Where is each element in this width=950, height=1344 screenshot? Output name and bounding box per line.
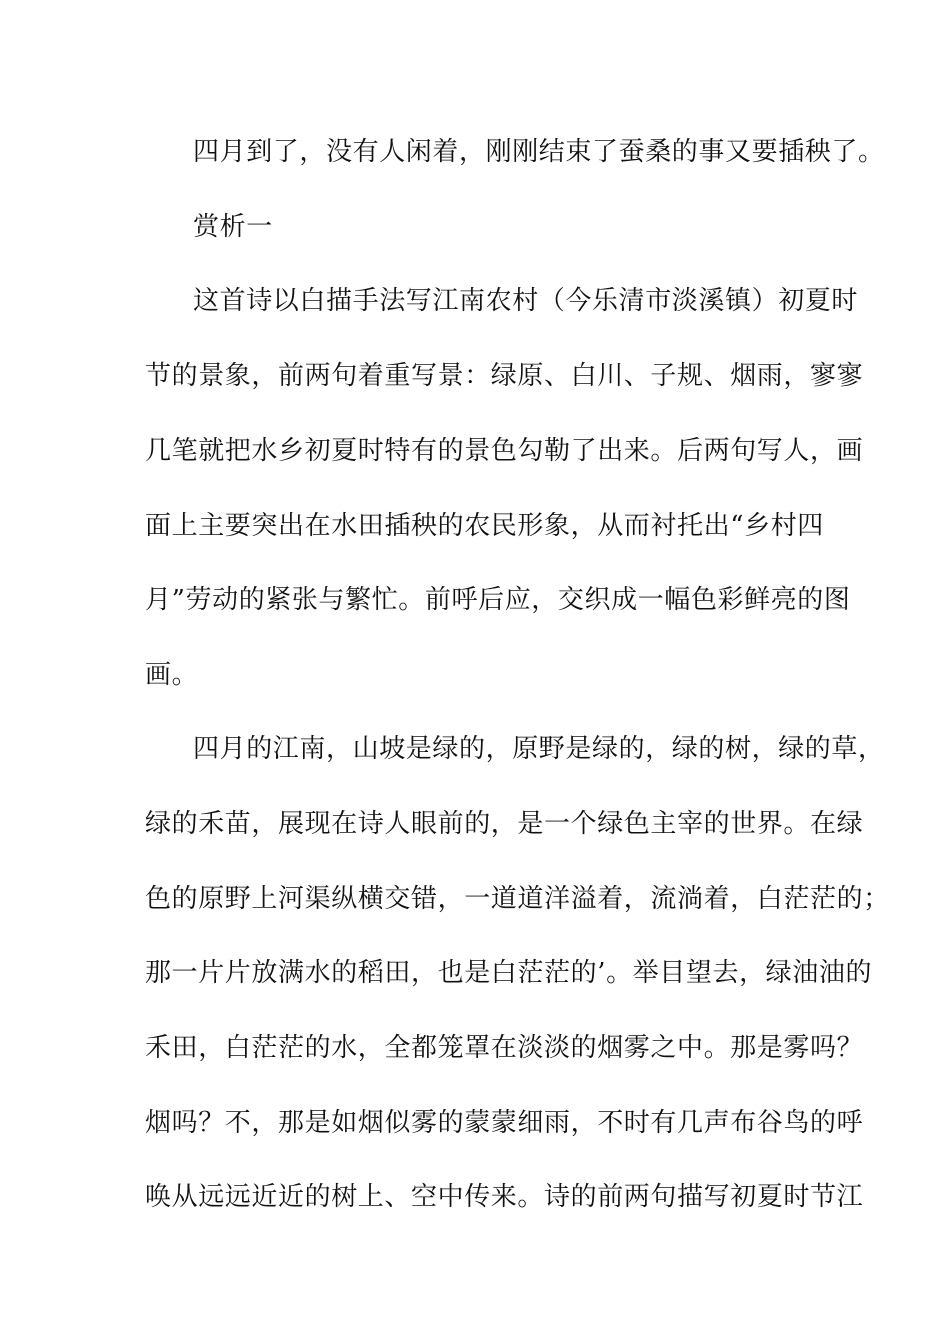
text-line: 节的景象，前两句着重写景：绿原、白川、子规、烟雨，寥寥 — [145, 361, 864, 391]
text-line: 色的原野上河渠纵横交错，一道道洋溢着，流淌着，白茫茫的； — [145, 884, 890, 914]
text-line: 几笔就把水乡初夏时特有的景色勾勒了出来。后两句写人，画 — [145, 436, 864, 466]
text-line: 这首诗以白描手法写江南农村（今乐清市淡溪镇）初夏时 — [193, 286, 859, 316]
text-line: 四月的江南，山坡是绿的，原野是绿的，绿的树，绿的草， — [193, 734, 885, 764]
text-line: 四月到了，没有人闲着，刚刚结束了蚕桑的事又要插秧了。 — [193, 137, 885, 167]
text-line: 月”劳动的紧张与繁忙。前呼后应，交织成一幅色彩鲜亮的图 — [145, 585, 851, 615]
section-heading: 赏析一 — [193, 212, 273, 242]
text-line: 唤从远远近近的树上、空中传来。诗的前两句描写初夏时节江 — [145, 1182, 864, 1212]
text-line: 烟吗？不，那是如烟似雾的蒙蒙细雨，不时有几声布谷鸟的呼 — [145, 1108, 864, 1138]
text-line: 那一片片放满水的稻田，也是白茫茫的’。举目望去，绿油油的 — [145, 958, 873, 988]
text-line: 禾田，白茫茫的水，全都笼罩在淡淡的烟雾之中。那是雾吗？ — [145, 1033, 864, 1063]
text-line: 绿的禾苗，展现在诗人眼前的，是一个绿色主宰的世界。在绿 — [145, 809, 864, 839]
text-line: 面上主要突出在水田插秧的农民形象，从而衬托出“乡村四 — [145, 511, 824, 541]
text-line: 画。 — [145, 660, 199, 690]
